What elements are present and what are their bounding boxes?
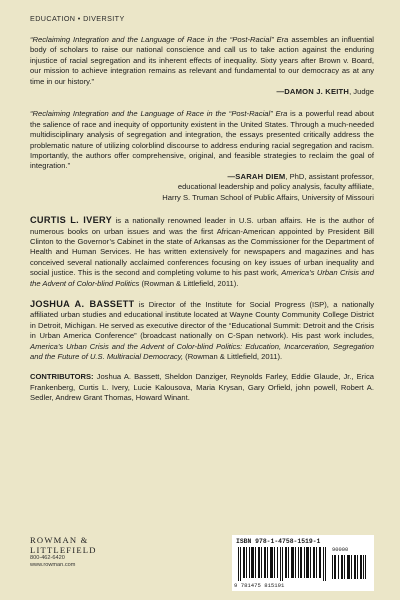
isbn-number: ISBN 978-1-4758-1519-1 <box>236 538 321 545</box>
barcode-digits: 9 781475 815191 <box>234 582 285 589</box>
quote-attribution <box>30 87 374 97</box>
publisher-logo-line2: LITTLEFIELD <box>30 545 97 555</box>
back-cover-text <box>30 14 374 411</box>
isbn-barcode <box>232 535 374 591</box>
quote-attribution <box>30 172 374 203</box>
attribution-name: —DAMON J. KEITH <box>276 87 350 97</box>
bio-work-title: America’s Urban Crisis and the Advent of Color-blind Politics: Education, Incarceration, Segregation and the Future of U.S. Multiracial Democracy, <box>30 341 374 361</box>
barcode-bars-icon <box>238 547 328 581</box>
category-label: EDUCATION • DIVERSITY <box>30 14 125 23</box>
author-name: JOSHUA A. BASSETT <box>30 298 135 309</box>
publisher-phone: 800-462-6420 <box>30 555 65 561</box>
publisher-logo-line1: ROWMAN & <box>30 535 89 545</box>
review-quote-keith <box>30 35 374 97</box>
contributors-label: CONTRIBUTORS: <box>30 372 94 382</box>
quote-book-title: “Reclaiming Integration and the Language of Race in the “Post-Racial” Era <box>30 109 288 119</box>
bio-tail: (Rowman & Littlefield, 2011). <box>183 351 283 361</box>
bio-text: is Director of the Institute for Social Progress (ISP), a nationally affiliated urban studies and educational institute located at Wayne County Community College District in Detroit, Michigan. He served as executive director of the “Educational Summit: Detroit and the Crisis in Urban America Conference” (broadcast nationally on C-Span network). His past work includes, <box>30 299 374 341</box>
attribution-role: , PhD, assistant professor, <box>285 171 374 181</box>
author-bio-ivery <box>30 215 374 289</box>
quote-body: assembles an influential body of scholars to raise our national conscience and call us to take action against the enduring injustice of racial segregation and its inherent effects of inequality. Sixty years after Brown v. Board, our mission to achieve integration remains as relevant and fundamental to our democracy as at any time in our history.” <box>30 35 374 86</box>
attribution-role: , Judge <box>349 87 374 97</box>
quote-book-title: “Reclaiming Integration and the Language of Race in the “Post-Racial” Era <box>30 35 289 44</box>
quote-body: is a powerful read about the salience of race and inequity of opportunity existent in the United States. Through a much-needed multidisciplinary analysis of segregation and integration, the essays presented critically address the problematic nature of utilizing colorblind discourse to address enduring racial segregation and racism. Importantly, the authors offer comprehensive, original, and feasible strategies to reclaim the goal of integration.” <box>30 109 374 171</box>
bio-text: is a nationally renowned leader in U.S. urban affairs. He is the author of numerous books on urban issues and was the first African-American appointed by President Bill Clinton to the Governor’s Cabinet in the state of Arkansas as the Commissioner for the Department of Health and Human Services. He has written extensively for newspapers and magazines and has conceived several nationally acclaimed conferences focusing on key issues of urban inequality and social justice. This is the second and completing volume to his past work, <box>30 216 374 278</box>
attribution-school: Harry S. Truman School of Public Affairs, University of Missouri <box>162 192 374 202</box>
price-barcode-icon <box>332 555 366 579</box>
bio-work-title: America’s Urban Crisis and the Advent of Color-blind Politics <box>30 268 375 288</box>
contributors-names: Joshua A. Bassett, Sheldon Danziger, Reynolds Farley, Eddie Glaude, Jr., Erica Frankenberg, Curtis L. Ivery, Lucie Kalousova, Maria Krysan, Gary Orfield, john powell, Robert A. Sedler, Andrew Grant Thomas, Howard Winant. <box>30 372 374 403</box>
publisher-block <box>30 535 150 570</box>
review-quote-diem <box>30 109 374 203</box>
author-bio-bassett <box>30 299 374 362</box>
attribution-name: —SARAH DIEM <box>227 171 286 181</box>
publisher-website: www.rowman.com <box>30 562 76 569</box>
contributors-list <box>30 372 374 403</box>
author-name: CURTIS L. IVERY <box>30 215 113 226</box>
bio-tail: (Rowman & Littlefield, 2011). <box>139 278 239 288</box>
attribution-affiliation: educational leadership and policy analysis, faculty affiliate, <box>177 182 374 192</box>
price-code: 90000 <box>332 547 349 553</box>
